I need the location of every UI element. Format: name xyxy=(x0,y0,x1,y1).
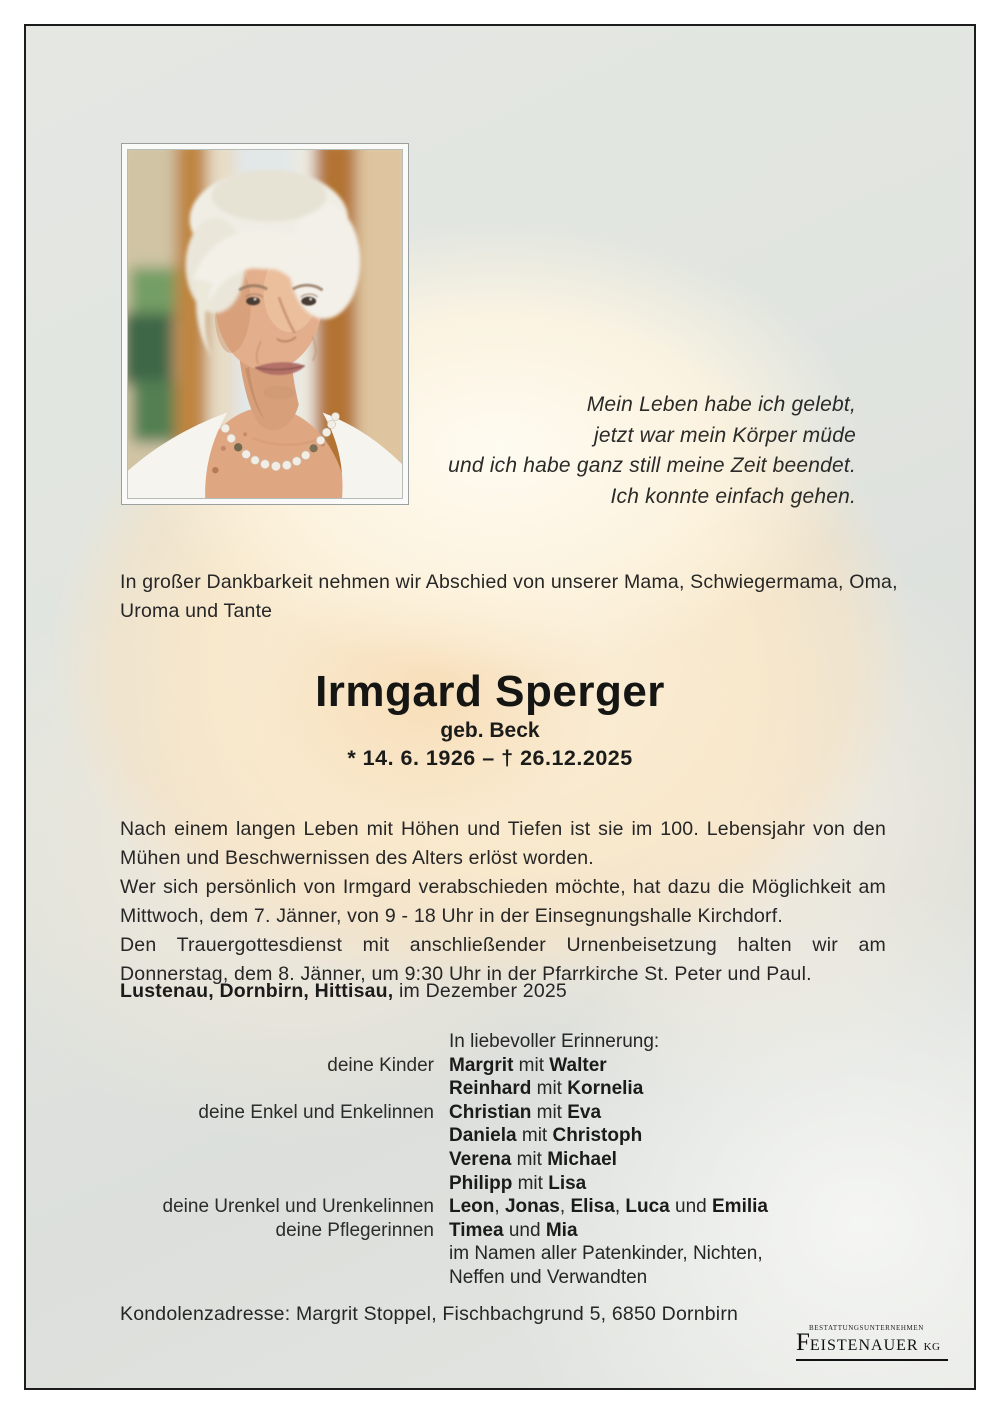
remembrance-label: deine Pflegerinnen xyxy=(275,1219,434,1241)
quote-line: und ich habe ganz still meine Zeit beendet. xyxy=(448,454,856,477)
remembrance-label xyxy=(26,1172,434,1196)
deceased-dates: * 14. 6. 1926 – † 26.12.2025 xyxy=(347,746,633,770)
remembrance-list xyxy=(26,1030,976,1290)
remembrance-row xyxy=(26,1054,976,1078)
remembrance-label: deine Kinder xyxy=(327,1054,434,1076)
announcement-text xyxy=(120,815,886,989)
intro-text: In großer Dankbarkeit nehmen wir Abschied von unserer Mama, Schwiegermama, Oma, Uroma und Tante xyxy=(120,571,898,622)
quote-line: Ich konnte einfach gehen. xyxy=(610,484,856,508)
remembrance-value: In liebevoller Erinnerung: xyxy=(449,1031,660,1052)
remembrance-label xyxy=(26,1077,434,1101)
remembrance-value: Neffen und Verwandten xyxy=(449,1266,648,1288)
funeral-home-logo xyxy=(796,1324,948,1361)
deceased-birth-name: geb. Beck xyxy=(440,719,540,742)
obituary-card xyxy=(24,24,976,1390)
remembrance-row xyxy=(26,1266,976,1290)
body-paragraph: Nach einem langen Leben mit Höhen und Tiefen ist sie im 100. Lebensjahr von den Mühen und Beschwernissen des Alters erlöst worden. xyxy=(120,818,886,869)
cities-dateline: Lustenau, Dornbirn, Hittisau, im Dezember 2025 xyxy=(120,980,567,1002)
remembrance-row xyxy=(26,1219,976,1243)
deceased-name: Irmgard Sperger xyxy=(315,667,665,716)
remembrance-label xyxy=(26,1124,434,1148)
remembrance-value: Philipp mit Lisa xyxy=(449,1172,587,1194)
remembrance-value: Leon, Jonas, Elisa, Luca und Emilia xyxy=(449,1196,768,1218)
condolence-address: Kondolenzadresse: Margrit Stoppel, Fischbachgrund 5, 6850 Dornbirn xyxy=(120,1303,739,1325)
remembrance-row xyxy=(26,1172,976,1196)
quote-line: Mein Leben habe ich gelebt, xyxy=(586,393,856,416)
remembrance-value: Verena mit Michael xyxy=(449,1148,617,1170)
remembrance-value: im Namen aller Patenkinder, Nichten, xyxy=(449,1243,763,1265)
remembrance-row xyxy=(26,1077,976,1101)
logo-name-rest: EISTENAUER xyxy=(809,1337,919,1354)
remembrance-row xyxy=(26,1101,976,1125)
remembrance-row xyxy=(26,1195,976,1219)
remembrance-row xyxy=(26,1030,976,1054)
remembrance-label: deine Urenkel und Urenkelinnen xyxy=(162,1196,434,1218)
portrait-photo-frame xyxy=(121,143,409,505)
remembrance-row xyxy=(26,1242,976,1266)
remembrance-label xyxy=(26,1242,434,1266)
logo-top-line: BESTATTUNGSUNTERNEHMEN xyxy=(809,1324,924,1332)
remembrance-value: Timea und Mia xyxy=(449,1219,578,1241)
remembrance-value: Christian mit Eva xyxy=(449,1101,602,1123)
remembrance-value: Daniela mit Christoph xyxy=(449,1125,643,1147)
logo-suffix: KG xyxy=(923,1341,941,1353)
remembrance-row xyxy=(26,1148,976,1172)
deceased-name-block xyxy=(24,667,964,771)
portrait-photo xyxy=(127,149,403,499)
remembrance-value: Reinhard mit Kornelia xyxy=(449,1078,644,1100)
remembrance-label xyxy=(26,1030,434,1054)
logo-main-line xyxy=(796,1329,948,1357)
farewell-quote xyxy=(448,390,856,512)
body-paragraph: Wer sich persönlich von Irmgard verabschieden möchte, hat dazu die Möglichkeit am Mittwoch, dem 7. Jänner, von 9 - 18 Uhr in der Einsegnungshalle Kirchdorf. xyxy=(120,876,886,927)
quote-line: jetzt war mein Körper müde xyxy=(594,423,856,447)
remembrance-value: Margrit mit Walter xyxy=(449,1054,607,1076)
remembrance-label xyxy=(26,1148,434,1172)
remembrance-label xyxy=(26,1266,434,1290)
portrait-photo-illustration xyxy=(128,150,402,498)
body-paragraph: Den Trauergottesdienst mit anschließender Urnenbeisetzung halten wir am Donnerstag, dem 8. Jänner, um 9:30 Uhr in der Pfarrkirche St. Peter und Paul. xyxy=(120,934,886,985)
remembrance-label: deine Enkel und Enkelinnen xyxy=(198,1101,434,1123)
logo-initial: F xyxy=(796,1329,810,1356)
remembrance-row xyxy=(26,1124,976,1148)
